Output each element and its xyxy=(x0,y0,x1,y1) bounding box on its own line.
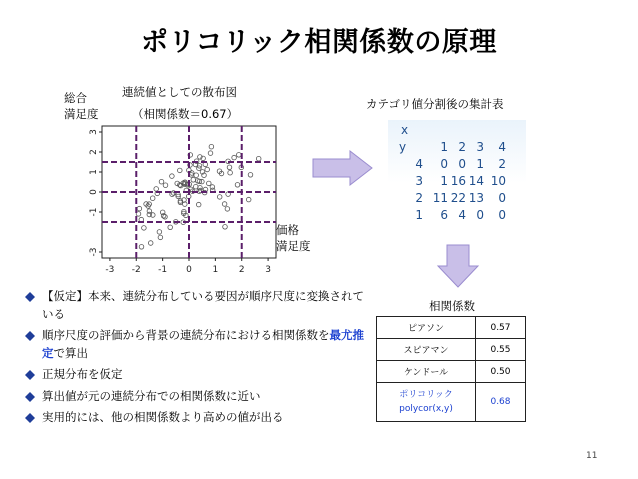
scatter-point xyxy=(194,173,199,178)
correlation-row-pearson xyxy=(377,317,526,339)
scatter-point xyxy=(168,225,173,230)
scatter-point xyxy=(210,185,215,190)
bullet-item xyxy=(24,409,374,427)
scatter-point xyxy=(158,235,163,240)
scatter-point xyxy=(137,206,142,211)
block-down-arrow-icon xyxy=(436,244,480,288)
scatter-point xyxy=(157,230,162,235)
scatter-caption-line1: 連続値としての散布図 xyxy=(122,85,237,99)
scatter-caption-line2: （相関係数＝0.67） xyxy=(132,107,239,121)
scatter-point xyxy=(148,241,153,246)
bullet-item xyxy=(24,327,374,362)
bullet-text: 実用的には、他の相関係数より高めの値が出る xyxy=(42,410,284,424)
bullet-text: 順序尺度の評価から背景の連続分布における相関係数を xyxy=(42,328,330,342)
x-tick-label: -1 xyxy=(158,265,168,275)
crosstab-cell: 16 xyxy=(450,174,466,188)
scatter-point xyxy=(191,178,196,183)
bullet-item xyxy=(24,288,374,323)
crosstab-col-header: 3 xyxy=(476,140,484,154)
scatter-points xyxy=(136,144,261,249)
y-tick-label: -1 xyxy=(89,207,99,217)
scatter-point xyxy=(150,196,155,201)
crosstab-cell: 22 xyxy=(450,191,466,205)
crosstab-x-label: x xyxy=(401,123,409,137)
crosstab-cell: 14 xyxy=(468,174,484,188)
scatter-plot xyxy=(80,124,280,276)
method-cell: スピアマン xyxy=(377,339,476,361)
scatter-point xyxy=(154,187,159,192)
bullet-text: 【仮定】本来、連続分布している要因が順序尺度に変換されている xyxy=(42,289,364,321)
crosstab-cell: 0 xyxy=(498,208,506,222)
method-cell xyxy=(377,383,476,422)
scatter-point xyxy=(235,183,240,188)
scatter-point xyxy=(159,179,164,184)
method-cell: ケンドール xyxy=(377,361,476,383)
bullet-item xyxy=(24,388,374,406)
block-right-arrow-icon xyxy=(312,150,374,186)
y-tick-label: 1 xyxy=(89,169,99,175)
price-label-line2: 満足度 xyxy=(276,239,311,253)
bullet-item xyxy=(24,366,374,384)
correlation-caption: 相関係数 xyxy=(429,299,475,313)
bullet-emphasis: 最尤推定 xyxy=(42,328,364,360)
bullet-text: 算出値が元の連続分布での相関係数に近い xyxy=(42,388,261,403)
crosstab-cell: 0 xyxy=(498,191,506,205)
category-cut-lines xyxy=(102,126,276,258)
scatter-point xyxy=(232,155,237,160)
value-cell: 0.50 xyxy=(476,361,526,383)
x-tick-label: -2 xyxy=(131,265,141,275)
x-tick-label: 0 xyxy=(186,265,192,275)
crosstab-cell: 11 xyxy=(432,191,448,205)
scatter-point xyxy=(248,173,253,178)
value-cell: 0.57 xyxy=(476,317,526,339)
correlation-row-spearman xyxy=(377,339,526,361)
overall-label-line1: 総合 xyxy=(64,91,87,105)
polychoric-name: ポリコリック xyxy=(399,390,453,400)
x-tick-label: 1 xyxy=(212,265,219,275)
slide-title: ポリコリック相関係数の原理 xyxy=(141,27,497,58)
scatter-point xyxy=(205,167,210,172)
y-tick-label: -3 xyxy=(89,247,99,257)
overall-satisfaction-label xyxy=(64,90,99,122)
crosstab-row-header: 2 xyxy=(415,191,423,205)
scatter-point xyxy=(237,153,242,158)
price-label-line1: 価格 xyxy=(276,223,299,237)
scatter-point xyxy=(139,245,144,250)
crosstab-cell: 1 xyxy=(440,174,448,188)
method-cell: ピアソン xyxy=(377,317,476,339)
crosstab-col-header: 4 xyxy=(498,140,506,154)
scatter-point xyxy=(142,226,147,231)
correlation-row-polychoric xyxy=(377,383,526,422)
x-tick-label: -3 xyxy=(105,265,115,275)
scatter-point xyxy=(246,197,251,202)
crosstab-row-header: 3 xyxy=(415,174,423,188)
scatter-point xyxy=(228,170,233,175)
diamond-bullet-icon xyxy=(25,413,35,423)
crosstab-row-header: 1 xyxy=(415,208,423,222)
scatter-point xyxy=(256,156,261,161)
diamond-bullet-icon xyxy=(25,292,35,302)
crosstab-cell: 2 xyxy=(498,157,506,171)
scatter-point xyxy=(170,174,175,179)
scatter-point xyxy=(222,202,227,207)
scatter-point xyxy=(227,165,232,170)
diamond-bullet-icon xyxy=(25,370,35,380)
y-tick-label: 0 xyxy=(89,189,99,195)
page-number: 11 xyxy=(586,451,598,461)
bullet-text-post: で算出 xyxy=(53,345,88,360)
diamond-bullet-icon xyxy=(25,331,35,341)
scatter-point xyxy=(163,183,168,188)
scatter-point xyxy=(209,144,214,149)
crosstab-cell: 0 xyxy=(458,157,466,171)
crosstab-cell: 1 xyxy=(476,157,484,171)
correlation-row-kendall xyxy=(377,361,526,383)
bullet-text: 正規分布を仮定 xyxy=(42,367,123,381)
crosstab-y-label: y xyxy=(399,140,407,154)
correlation-table xyxy=(376,316,526,422)
crosstab-cell: 0 xyxy=(440,157,448,171)
y-tick-label: 2 xyxy=(89,149,99,155)
scatter-point xyxy=(178,168,183,173)
overall-label-line2: 満足度 xyxy=(64,107,99,121)
price-satisfaction-label xyxy=(276,222,311,254)
crosstab-caption: カテゴリ値分割後の集計表 xyxy=(366,97,504,111)
scatter-ticks xyxy=(89,129,271,275)
scatter-point xyxy=(196,202,201,207)
crosstab-col-header: 1 xyxy=(440,140,448,154)
scatter-point xyxy=(223,225,228,230)
y-tick-label: 3 xyxy=(89,129,99,135)
crosstab-cell: 4 xyxy=(458,208,466,222)
value-cell: 0.68 xyxy=(476,383,526,422)
value-cell: 0.55 xyxy=(476,339,526,361)
scatter-point xyxy=(225,207,230,212)
polychoric-function: polycor(x,y) xyxy=(399,404,453,414)
x-tick-label: 2 xyxy=(238,265,245,275)
scatter-point xyxy=(208,151,213,156)
crosstab-cell: 13 xyxy=(468,191,484,205)
scatter-point xyxy=(147,209,152,214)
crosstab-row-header: 4 xyxy=(415,157,423,171)
crosstab-cell: 6 xyxy=(440,208,448,222)
diamond-bullet-icon xyxy=(25,392,35,402)
crosstab-cell: 10 xyxy=(490,174,506,188)
crosstab-cell: 0 xyxy=(476,208,484,222)
scatter-point xyxy=(217,195,222,200)
scatter-point xyxy=(207,181,212,186)
bullet-list xyxy=(24,288,374,431)
x-tick-label: 3 xyxy=(265,265,271,275)
crosstab-col-header: 2 xyxy=(458,140,466,154)
